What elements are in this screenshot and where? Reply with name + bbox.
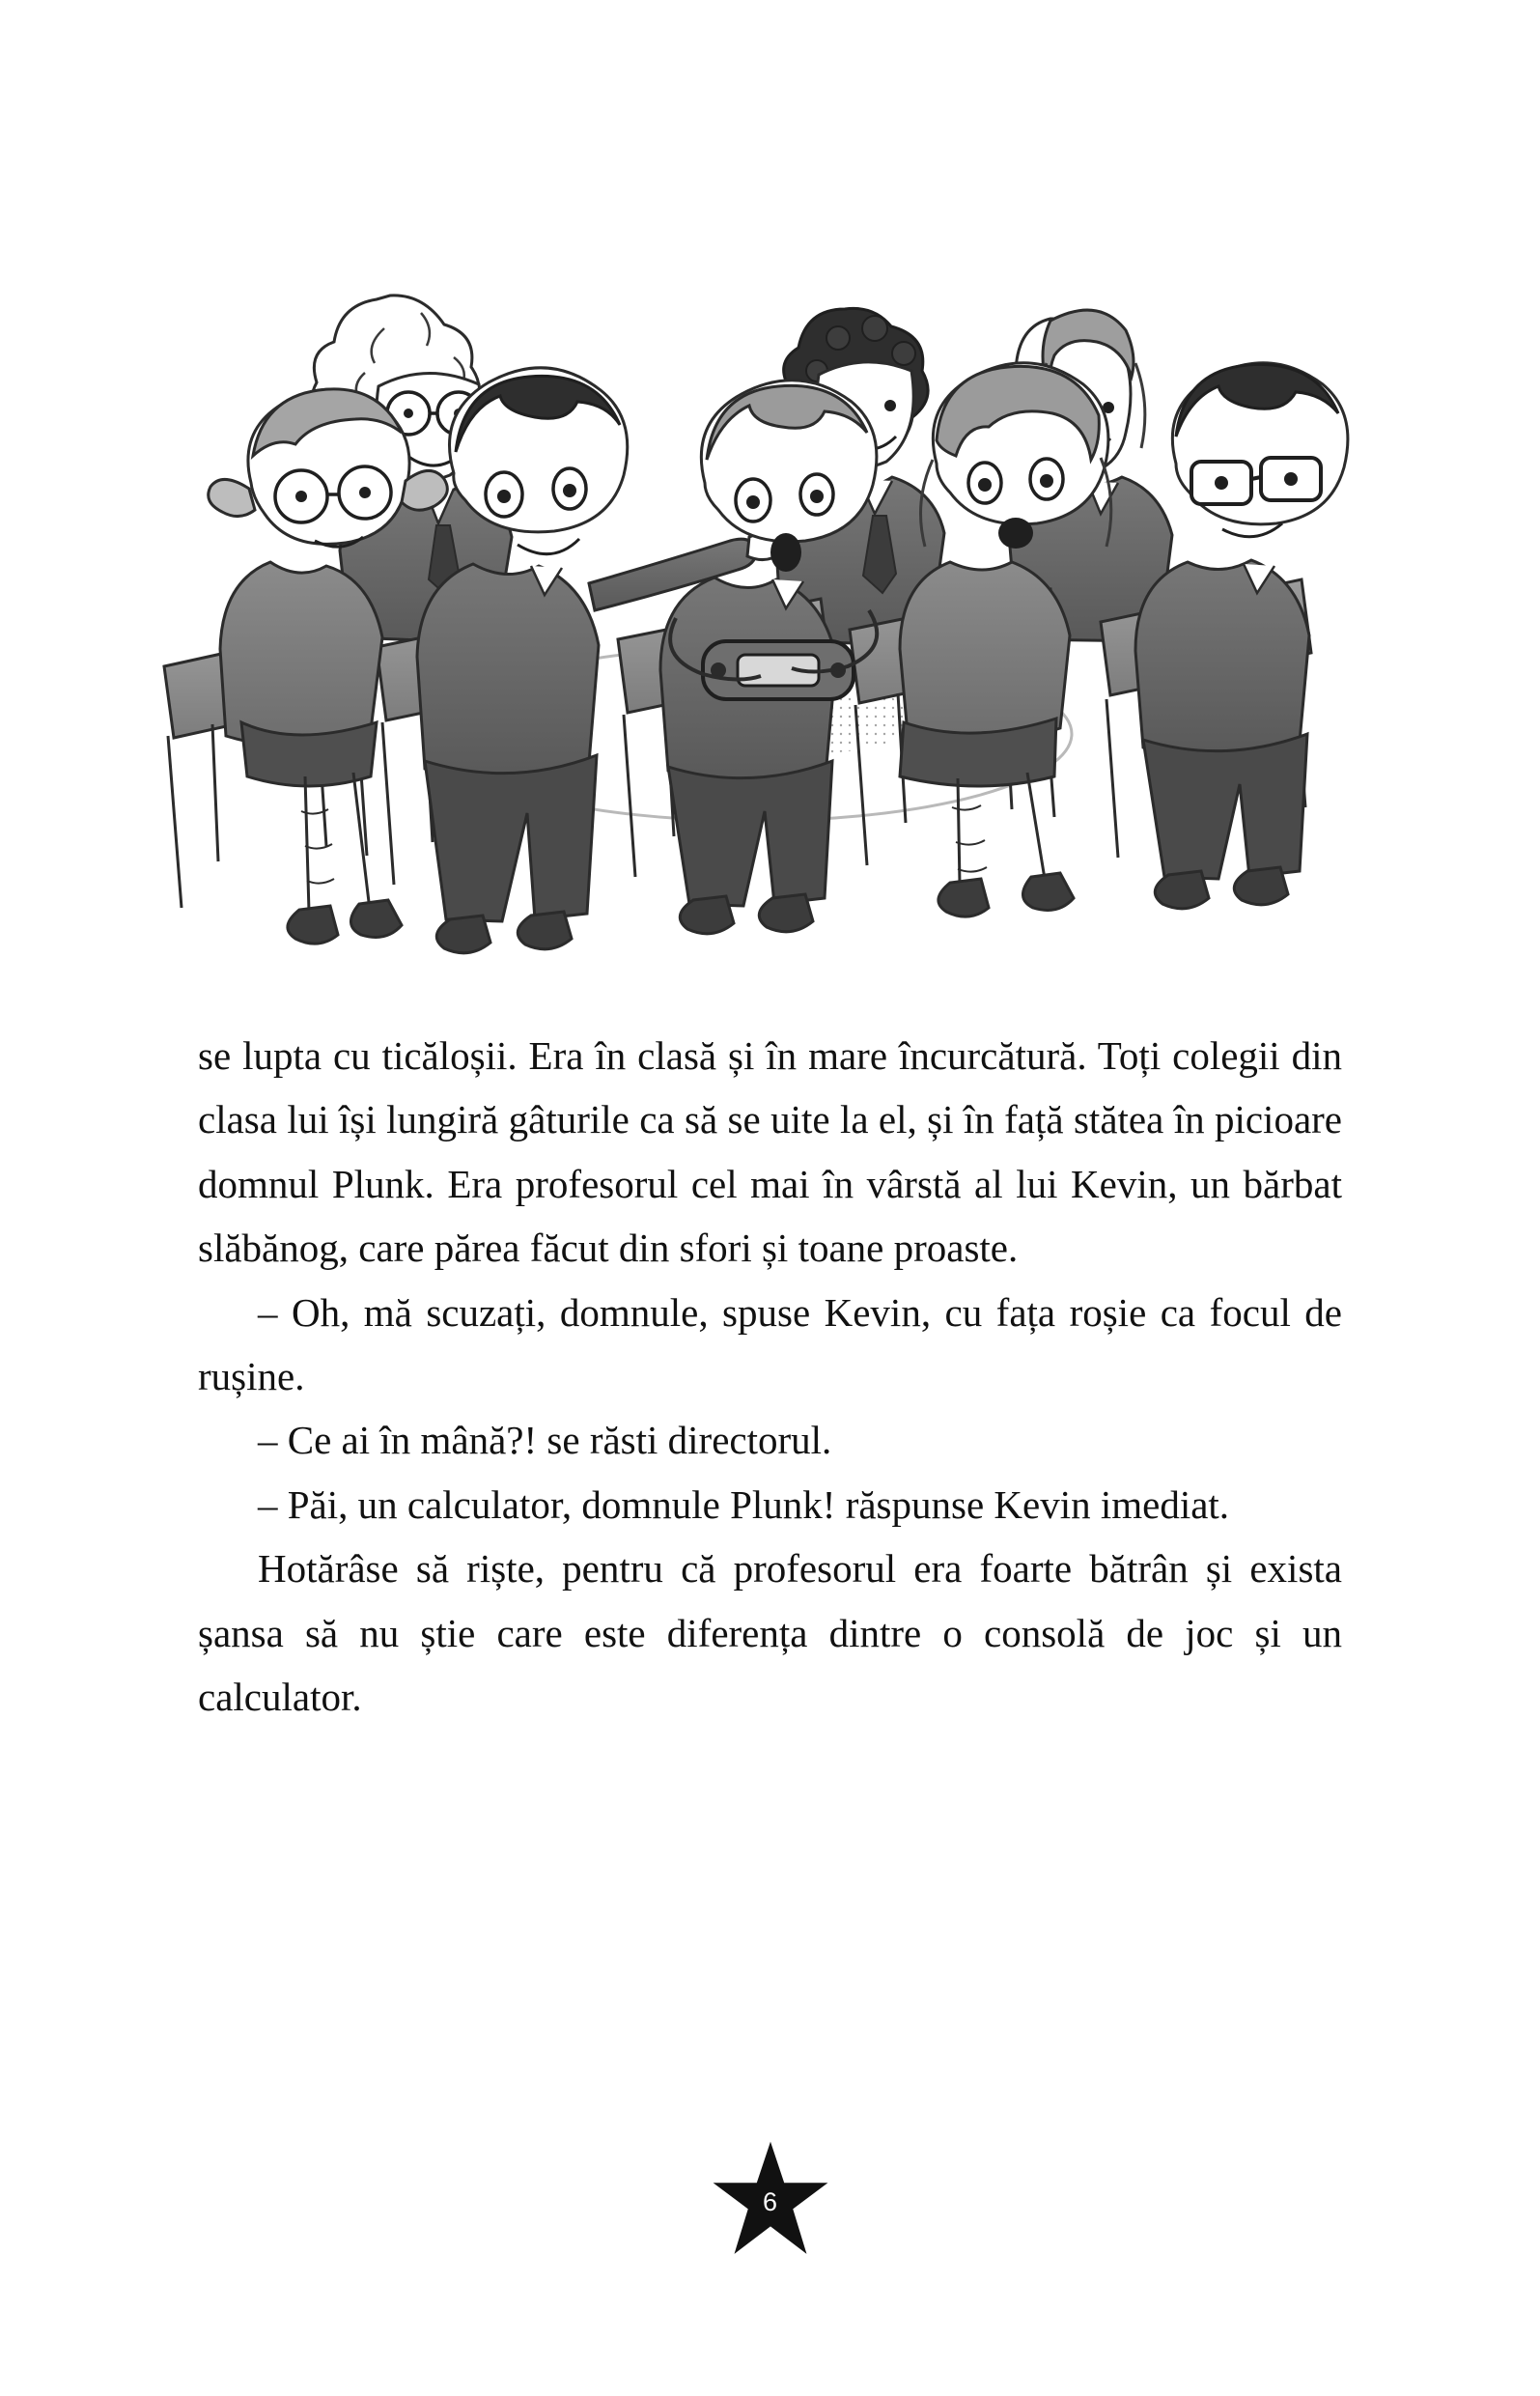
character-boy-with-console bbox=[660, 381, 877, 934]
paragraph-1: se lupta cu ticăloșii. Era în clasă și în mare încurcătură. Toți colegii din clasa lui își lungiră gâturile ca să se uite la el, și în față stătea în picioare domnul Plunk. Era profesorul cel mai în vârstă al lui Kevin, un bărbat slăbănog, care părea făcut din sfori și toane proaste. bbox=[198, 1033, 1342, 1271]
page-body-text bbox=[198, 1024, 1342, 1729]
star-icon bbox=[708, 2139, 833, 2259]
paragraph-5: Hotărâse să riște, pentru că profesorul era foarte bătrân și exista șansa să nu știe care este diferența dintre o consolă de joc și un calculator. bbox=[198, 1546, 1342, 1720]
page-number: 6 bbox=[762, 2186, 778, 2216]
paragraph-3: – Ce ai în mână?! se răsti directorul. bbox=[258, 1418, 832, 1463]
classroom-illustration bbox=[135, 193, 1410, 985]
character-boy-right-glasses bbox=[1135, 363, 1348, 909]
paragraph-2: – Oh, mă scuzați, domnule, spuse Kevin, cu fața roșie ca focul de rușine. bbox=[198, 1289, 1342, 1399]
paragraph-4: – Păi, un calculator, domnule Plunk! răspunse Kevin imediat. bbox=[258, 1481, 1230, 1527]
page-number-area bbox=[0, 2139, 1540, 2259]
